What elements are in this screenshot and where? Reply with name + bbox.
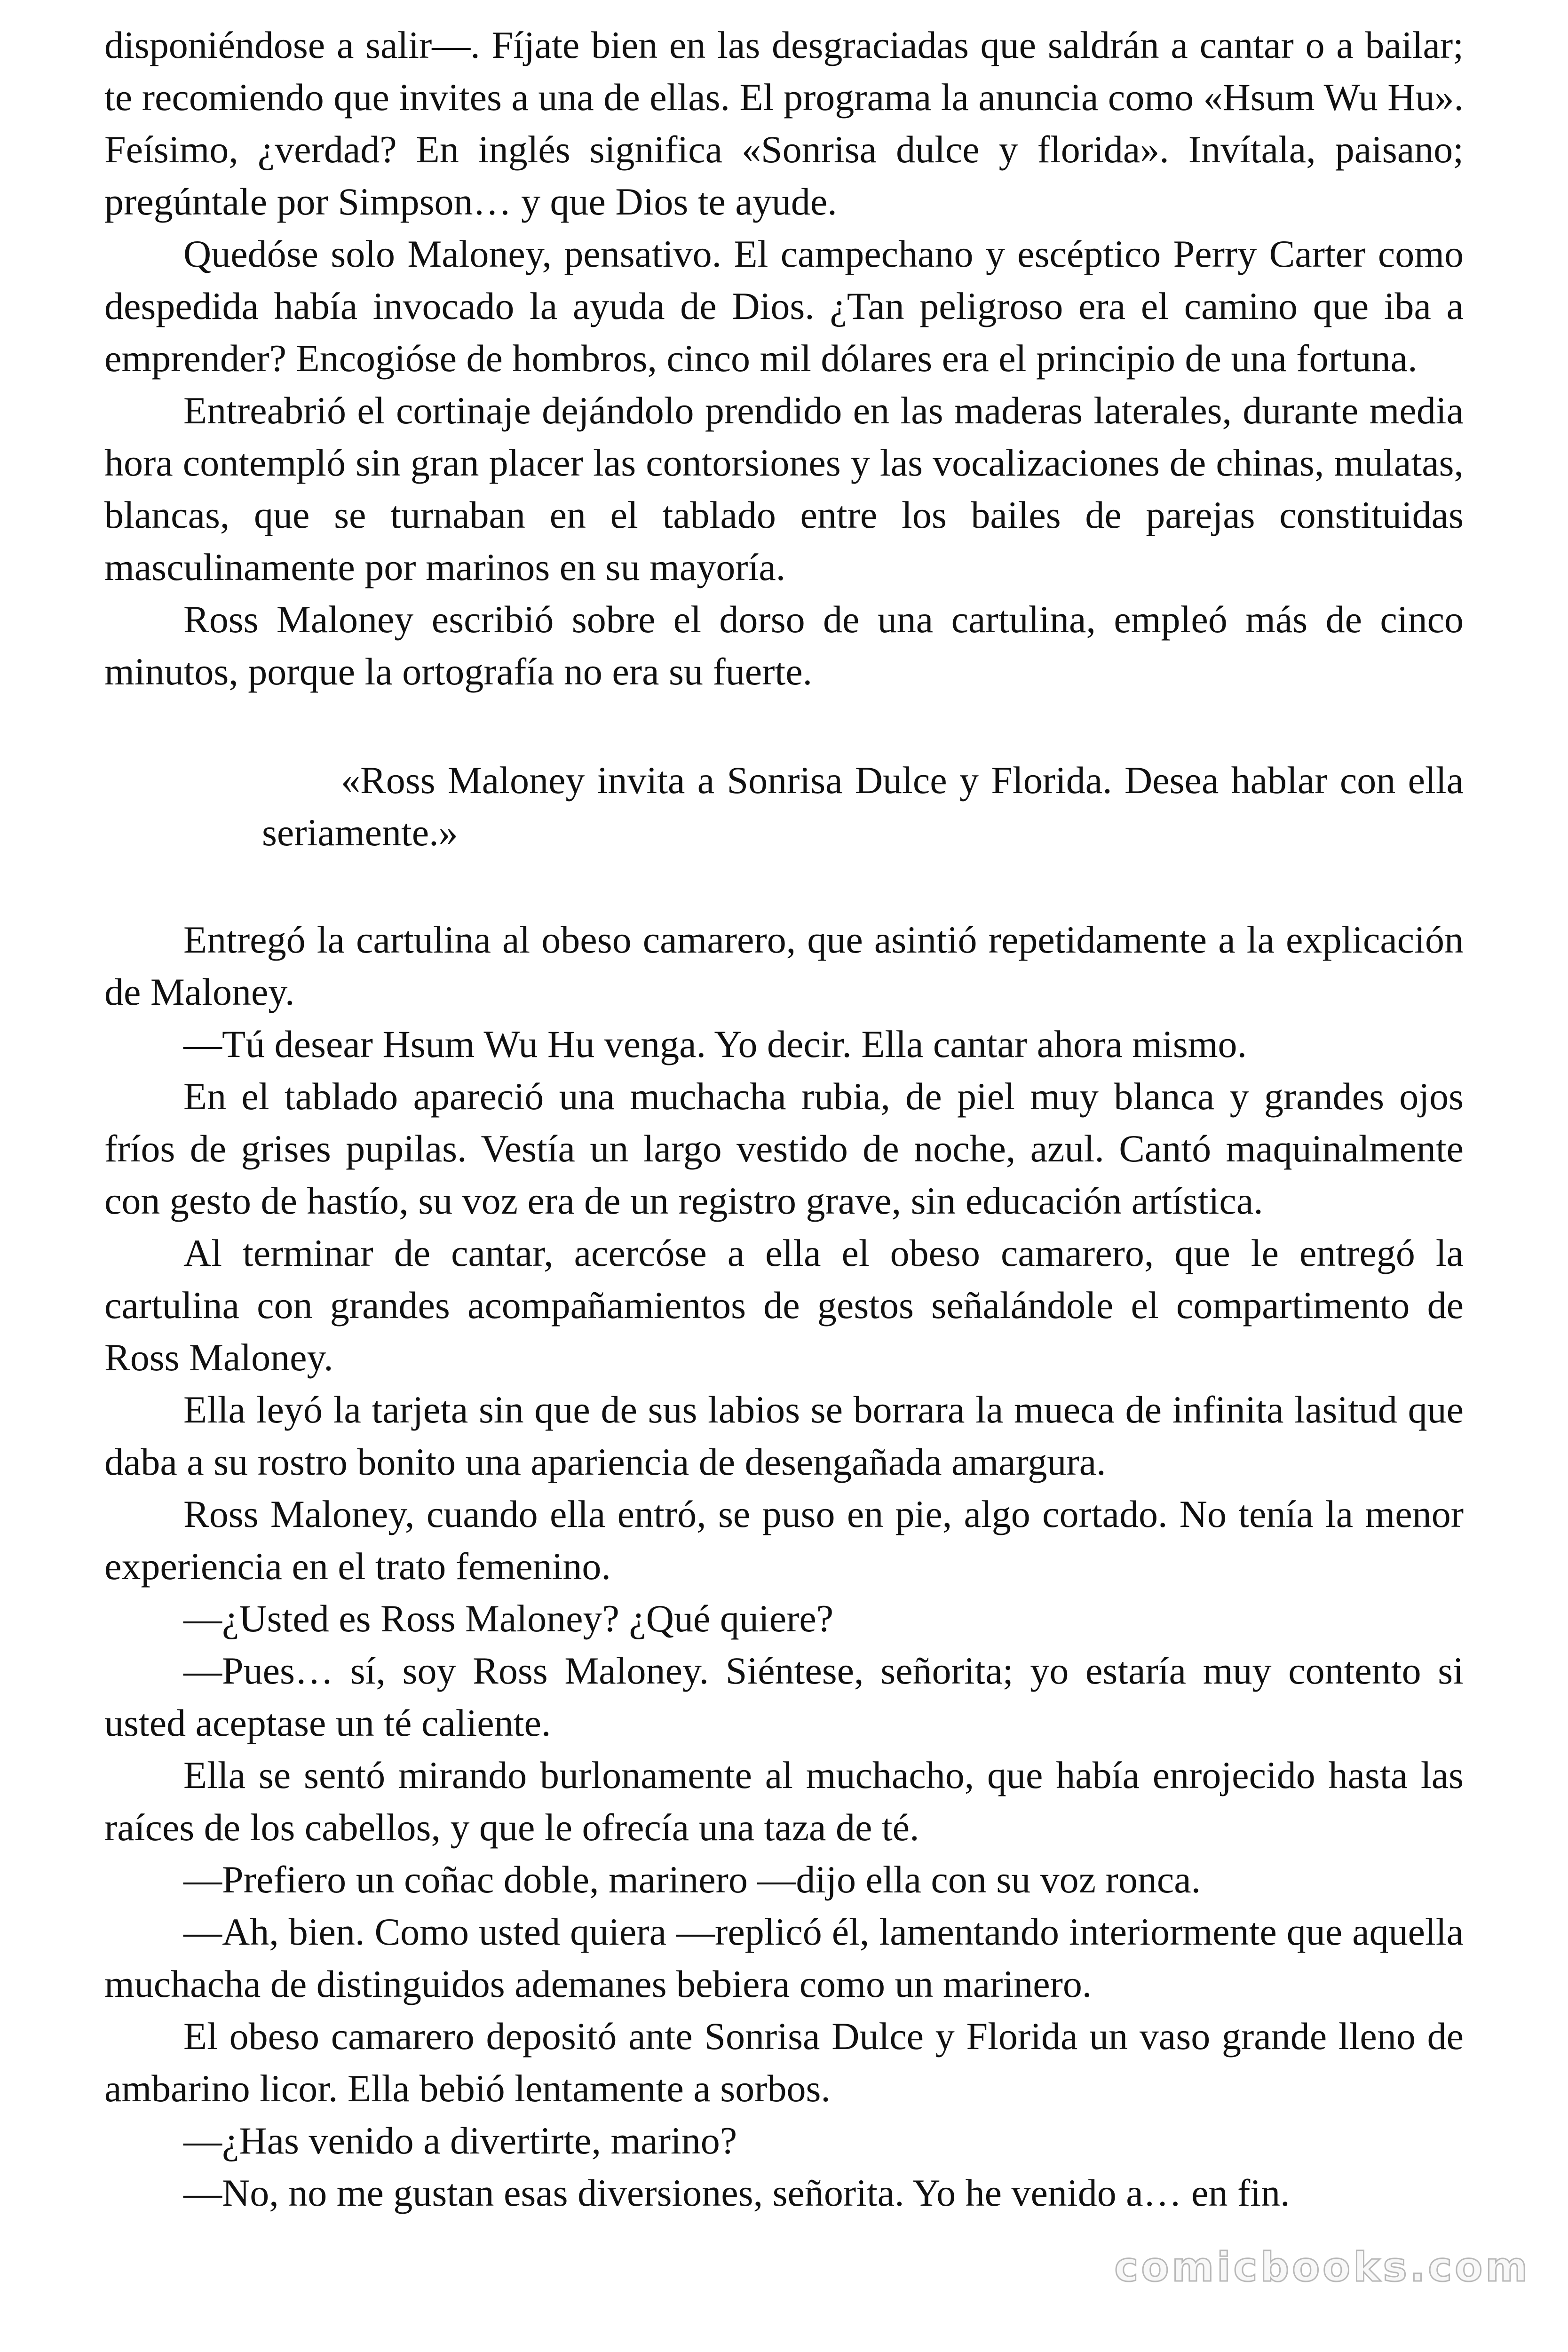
- paragraph: Entreabrió el cortinaje dejándolo prendido en las maderas laterales, durante media hora contempló sin gran placer las contorsiones y las vocalizaciones de chinas, mulatas, blancas, que se turnaban en el tablado entre los bailes de parejas constituidas masculinamente por marinos en su mayoría.: [104, 389, 1464, 588]
- dialogue-line: —Ah, bien. Como usted quiera —replicó él, lamentando interiormente que aquella muchacha de distinguidos ademanes bebiera como un marinero.: [104, 1910, 1464, 2005]
- paragraph: El obeso camarero depositó ante Sonrisa Dulce y Florida un vaso grande lleno de ambarino licor. Ella bebió lentamente a sorbos.: [104, 2015, 1464, 2110]
- paragraph: Ross Maloney escribió sobre el dorso de una cartulina, empleó más de cinco minutos, porque la ortografía no era su fuerte.: [104, 598, 1464, 693]
- paragraph: Ella leyó la tarjeta sin que de sus labios se borrara la mueca de infinita lasitud que daba a su rostro bonito una apariencia de desengañada amargura.: [104, 1388, 1464, 1483]
- dialogue-line: —Tú desear Hsum Wu Hu venga. Yo decir. Ella cantar ahora mismo.: [183, 1023, 1247, 1065]
- dialogue-line: —¿Has venido a divertirte, marino?: [183, 2119, 737, 2162]
- page-body: [104, 19, 1464, 2219]
- watermark: comicbooks.com: [1114, 2244, 1530, 2291]
- paragraph: Al terminar de cantar, acercóse a ella el obeso camarero, que le entregó la cartulina con grandes acompañamientos de gestos señalándole el compartimento de Ross Maloney.: [104, 1232, 1464, 1379]
- dialogue-line: —No, no me gustan esas diversiones, señorita. Yo he venido a… en fin.: [183, 2171, 1290, 2214]
- dialogue-line: —Pues… sí, soy Ross Maloney. Siéntese, señorita; yo estaría muy contento si usted aceptase un té caliente.: [104, 1649, 1464, 1744]
- paragraph-continuation: disponiéndose a salir—. Fíjate bien en las desgraciadas que saldrán a cantar o a bailar; te recomiendo que invites a una de ellas. El programa la anuncia como «Hsum Wu Hu». Feísimo, ¿verdad? En inglés significa «Sonrisa dulce y florida». Invítala, paisano; pregúntale por Simpson… y que Dios te ayude.: [104, 24, 1464, 223]
- paragraph: Ross Maloney, cuando ella entró, se puso en pie, algo cortado. No tenía la menor experiencia en el trato femenino.: [104, 1493, 1464, 1588]
- paragraph: Quedóse solo Maloney, pensativo. El campechano y escéptico Perry Carter como despedida había invocado la ayuda de Dios. ¿Tan peligroso era el camino que iba a emprender? Encogióse de hombros, cinco mil dólares era el principio de una fortuna.: [104, 232, 1464, 380]
- paragraph: Entregó la cartulina al obeso camarero, que asintió repetidamente a la explicación de Maloney.: [104, 918, 1464, 1013]
- dialogue-line: —¿Usted es Ross Maloney? ¿Qué quiere?: [183, 1597, 834, 1640]
- quoted-card-text: «Ross Maloney invita a Sonrisa Dulce y Florida. Desea hablar con ella seriamente.»: [262, 759, 1464, 854]
- dialogue-line: —Prefiero un coñac doble, marinero —dijo ella con su voz ronca.: [183, 1858, 1201, 1901]
- paragraph: Ella se sentó mirando burlonamente al muchacho, que había enrojecido hasta las raíces de los cabellos, y que le ofrecía una taza de té.: [104, 1754, 1464, 1849]
- paragraph: En el tablado apareció una muchacha rubia, de piel muy blanca y grandes ojos fríos de grises pupilas. Vestía un largo vestido de noche, azul. Cantó maquinalmente con gesto de hastío, su voz era de un registro grave, sin educación artística.: [104, 1075, 1464, 1222]
